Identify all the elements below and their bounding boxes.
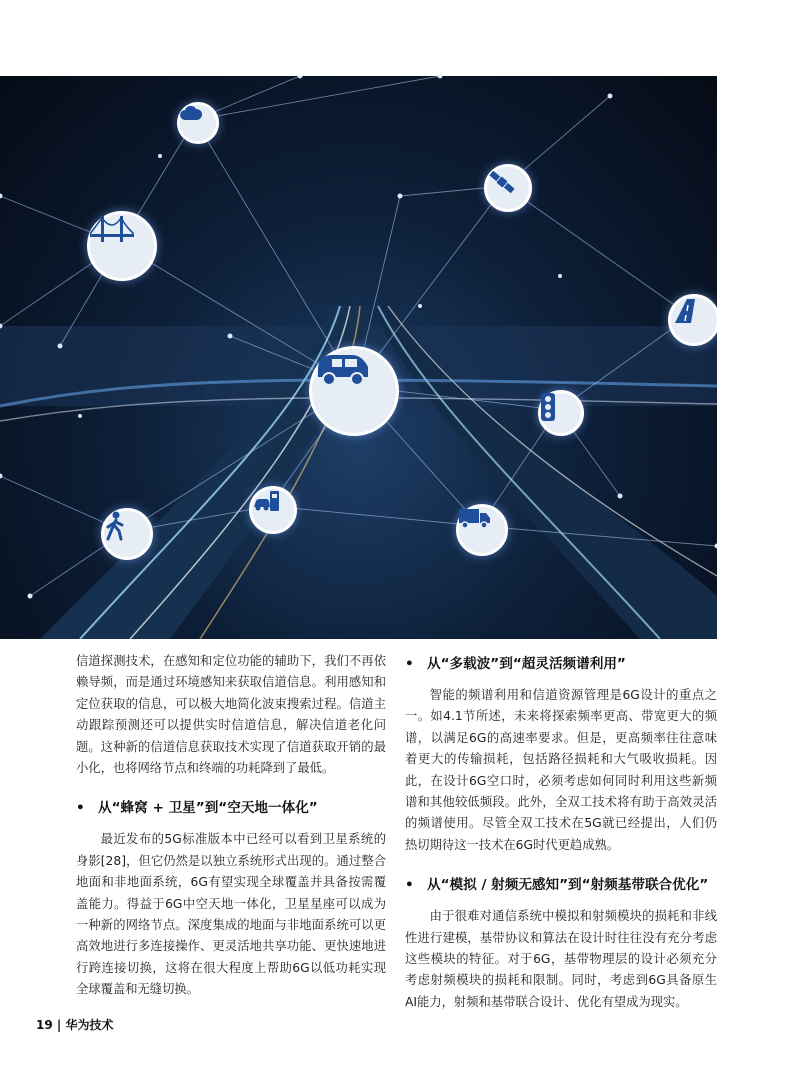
pedestrian-icon <box>104 511 126 541</box>
satellite-node <box>484 164 532 212</box>
pedestrian-node <box>101 508 153 560</box>
left-heading-2 <box>76 797 386 819</box>
left-paragraph-2: 最近发布的5G标准版本中已经可以看到卫星系统的身影[28]，但它仍然是以独立系统形式出现的。通过整合地面和非地面系统，6G有望实现全球覆盖并具备按需覆盖能力。得益于6G中空天地一体化，卫星星座可以成为一种新的网络节点。深度集成的地面与非地面系统可以更高效地进行多连接操作、更灵活地共享功能、更快速地进行跨连接切换，这将在很大程度上帮助6G以低功耗实现全球覆盖和无缝切换。 <box>76 832 386 997</box>
road-icon <box>671 297 701 323</box>
cloud-node <box>177 102 219 144</box>
bridge-icon <box>90 214 134 244</box>
bullet-mark: • <box>76 800 85 817</box>
right-paragraph-2: 由于很难对通信系统中模拟和射频模块的损耗和非线性进行建模，基带协议和算法在设计时往往没有充分考虑这些模块的特征。对于6G，基带物理层的设计必须充分考虑射频模块的损耗和限制。同时，考虑到6G具备原生AI能力，射频和基带联合设计、优化有望成为现实。 <box>405 909 717 1009</box>
right-heading-1 <box>405 653 717 675</box>
truck-node <box>456 504 508 556</box>
hero-image <box>0 76 717 639</box>
truck-icon <box>459 507 491 529</box>
bullet-mark: • <box>405 877 414 894</box>
bullet-mark: • <box>405 656 414 672</box>
page-footer <box>36 1016 113 1033</box>
left-column <box>76 651 386 1001</box>
publication-title: 华为技术 <box>65 1018 114 1032</box>
car-node <box>309 346 399 436</box>
page-number: 19 <box>36 1018 53 1032</box>
left-paragraph-1: 信道探测技术，在感知和定位功能的辅助下，我们不再依赖导频，而是通过环境感知来获取信道信息。利用感知和定位获取的信息，可以极大地简化波束搜索过程。信道主动跟踪预测还可以提供实时信道信息，解决信道老化问题。这种新的信道信息获取技术实现了信道获取开销的最小化，也将网络节点和终端的功耗降到了最低。 <box>76 654 386 776</box>
heading-text: 从“蜂窝 + 卫星”到“空天地一体化” <box>98 800 318 817</box>
cloud-icon <box>180 105 202 121</box>
heading-text: 从“多载波”到“超灵活频谱利用” <box>427 656 626 672</box>
right-paragraph-1: 智能的频谱利用和信道资源管理是6G设计的重点之一。如4.1节所述，未来将探索频率更高、带宽更大的频谱，以满足6G的高速率要求。但是，更高频率往往意味着更大的传输损耗，包括路径损耗和大气吸收损耗。因此，在设计6G空口时，必须考虑如何同时利用这些新频谱和其他较低频段。此外，全双工技术将有助于高效灵活的频谱使用。尽管全双工技术在5G就已经提出，人们仍热切期待这一技术在6G时代更趋成熟。 <box>405 688 717 852</box>
charging-station-node <box>249 486 297 534</box>
heading-text: 从“模拟 / 射频无感知”到“射频基带联合优化” <box>427 877 709 894</box>
bridge-node <box>87 211 157 281</box>
footer-separator: | <box>56 1018 62 1032</box>
traffic-light-icon <box>541 393 555 421</box>
right-heading-2 <box>405 874 717 896</box>
car-icon <box>312 349 374 389</box>
right-column <box>405 651 717 1013</box>
road-node <box>668 294 717 346</box>
traffic-light-node <box>538 390 584 436</box>
charging-station-icon <box>252 489 282 513</box>
satellite-icon <box>487 167 517 197</box>
